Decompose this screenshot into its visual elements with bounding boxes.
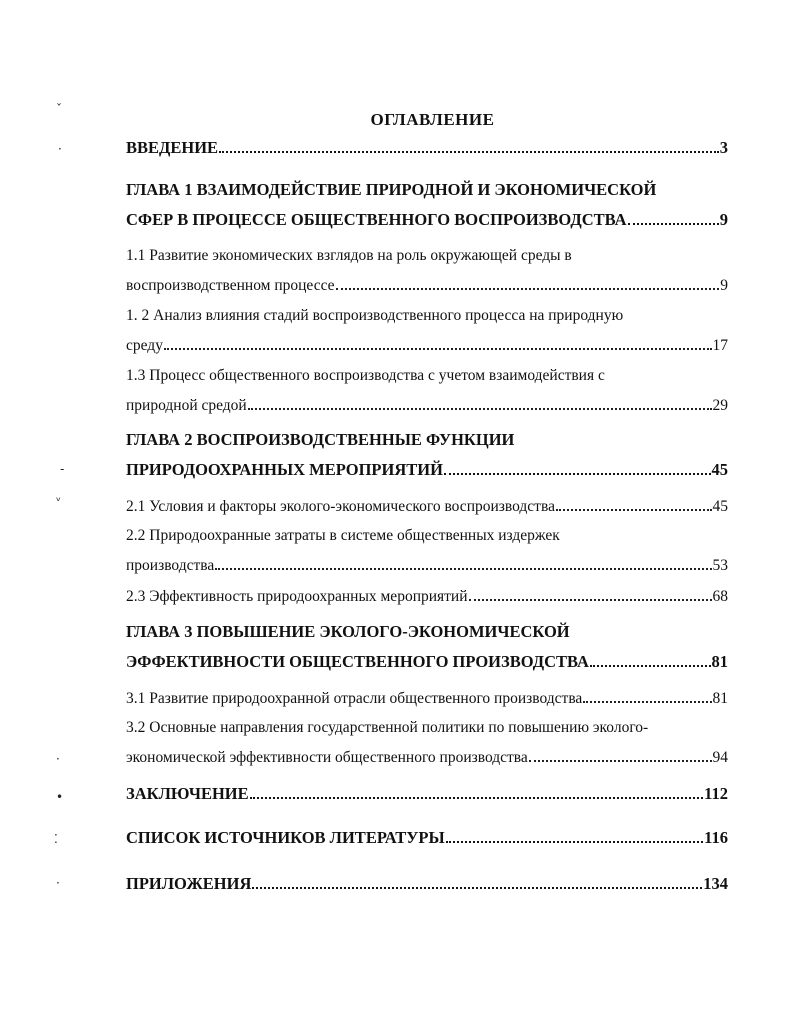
toc-page-number: 29 — [712, 397, 728, 414]
toc-entry-line — [126, 784, 728, 804]
toc-entry-text: 3.1 Развитие природоохранной отрасли общественного производства — [126, 690, 583, 707]
toc-entry-text: природной средой — [126, 397, 247, 414]
toc-entry-text: воспроизводственном процессе — [126, 277, 335, 294]
toc-entry — [126, 526, 728, 575]
toc-entry-line — [126, 747, 728, 767]
toc-entry-line — [126, 555, 728, 575]
toc-entry — [126, 138, 728, 158]
toc-entry-heading-line: 3.2 Основные направления государственной политики по повышению эколого- — [126, 719, 649, 736]
toc-entry-text: 2.3 Эффективность природоохранных мероприятий — [126, 588, 468, 605]
toc-page-number: 81 — [712, 690, 728, 707]
toc-entry-line — [126, 460, 728, 480]
toc-entry — [126, 688, 728, 708]
toc-entry-line — [126, 652, 728, 672]
dot-leader — [252, 874, 702, 889]
toc-entry-line — [126, 275, 728, 295]
toc-entry-text: среду — [126, 337, 163, 354]
toc-entry-heading-line: 1.3 Процесс общественного воспроизводства с учетом взаимодействия с — [126, 367, 605, 384]
toc-entry-heading-line: ГЛАВА 3 ПОВЫШЕНИЕ ЭКОЛОГО-ЭКОНОМИЧЕСКОЙ — [126, 622, 570, 641]
speck-mark: • — [56, 790, 64, 804]
toc-entry — [126, 718, 728, 767]
toc-page-number: 3 — [719, 138, 728, 157]
toc-page-number: 45 — [712, 498, 728, 515]
toc-entry-heading-line: 1. 2 Анализ влияния стадий воспроизводственного процесса на природную — [126, 307, 624, 324]
toc-page-number: 94 — [712, 749, 728, 766]
toc-entry — [126, 622, 728, 672]
toc-entry-heading-line: ГЛАВА 1 ВЗАИМОДЕЙСТВИЕ ПРИРОДНОЙ И ЭКОНОМИЧЕСКОЙ — [126, 180, 657, 199]
dot-leader — [336, 275, 720, 290]
toc-entry-heading-line: 1.1 Развитие экономических взглядов на роль окружающей среды в — [126, 247, 572, 264]
dot-leader — [590, 652, 711, 667]
dot-leader — [215, 555, 711, 570]
toc-page-number: 17 — [712, 337, 728, 354]
toc-page-number: 134 — [703, 874, 728, 893]
toc-entry-line — [126, 688, 728, 708]
speck-mark: ⁚ — [54, 832, 58, 846]
toc-entry-line — [126, 828, 728, 848]
toc-entry-line — [126, 496, 728, 516]
toc-entry-line — [126, 138, 728, 158]
speck-mark: · — [56, 876, 60, 890]
speck-mark: ᵛ — [56, 494, 62, 508]
toc-entry-text: СПИСОК ИСТОЧНИКОВ ЛИТЕРАТУРЫ — [126, 828, 445, 847]
toc-entry-text: ЭФФЕКТИВНОСТИ ОБЩЕСТВЕННОГО ПРОИЗВОДСТВА — [126, 652, 589, 671]
toc-page-number: 45 — [711, 460, 728, 479]
toc-entry-line — [126, 586, 728, 606]
dot-leader — [446, 828, 704, 843]
dot-leader — [248, 395, 712, 410]
toc-entry — [126, 366, 728, 415]
dot-leader — [164, 335, 712, 350]
toc-entry — [126, 306, 728, 355]
toc-entry-line — [126, 395, 728, 415]
toc-entry-line — [126, 874, 728, 894]
dot-leader — [529, 747, 712, 762]
toc-entry-line — [126, 335, 728, 355]
toc-entry — [126, 180, 728, 230]
toc-entry — [126, 430, 728, 480]
toc-entry-text: ПРИРОДООХРАННЫХ МЕРОПРИЯТИЙ — [126, 460, 443, 479]
toc-entry-line — [126, 210, 728, 230]
speck-mark: ˇ — [56, 102, 62, 116]
toc-entry — [126, 496, 728, 516]
toc-entry — [126, 246, 728, 295]
toc-entry — [126, 874, 728, 894]
toc-entry-text: ЗАКЛЮЧЕНИЕ — [126, 784, 249, 803]
dot-leader — [628, 210, 719, 225]
dot-leader — [556, 496, 712, 511]
page-title: ОГЛАВЛЕНИЕ — [370, 110, 495, 129]
speck-mark: · — [56, 752, 60, 766]
speck-mark: - — [60, 462, 65, 476]
toc-page-number: 81 — [711, 652, 728, 671]
toc-page-number: 9 — [720, 277, 728, 294]
toc-page-number: 116 — [704, 828, 728, 847]
toc-entry-text: производства — [126, 557, 215, 574]
speck-mark: · — [58, 142, 62, 156]
toc-entry-heading-line: ГЛАВА 2 ВОСПРОИЗВОДСТВЕННЫЕ ФУНКЦИИ — [126, 430, 515, 449]
dot-leader — [250, 784, 704, 799]
toc-page-number: 112 — [704, 784, 728, 803]
toc-page-number: 68 — [712, 588, 728, 605]
dot-leader — [444, 460, 711, 475]
toc-page-number: 53 — [712, 557, 728, 574]
dot-leader — [469, 586, 712, 601]
toc-page-number: 9 — [719, 210, 728, 229]
dot-leader — [219, 138, 719, 153]
toc-entry-text: 2.1 Условия и факторы эколого-экономического воспроизводства — [126, 498, 555, 515]
toc-entry-text: СФЕР В ПРОЦЕССЕ ОБЩЕСТВЕННОГО ВОСПРОИЗВОДСТВА — [126, 210, 627, 229]
toc-entry — [126, 784, 728, 804]
toc-entry — [126, 828, 728, 848]
toc-entry — [126, 586, 728, 606]
toc-entry-text: ВВЕДЕНИЕ — [126, 138, 219, 157]
toc-entry-text: ПРИЛОЖЕНИЯ — [126, 874, 252, 893]
dot-leader — [583, 688, 711, 703]
toc-entry-heading-line: 2.2 Природоохранные затраты в системе общественных издержек — [126, 527, 560, 544]
toc-entry-text: экономической эффективности общественного производства — [126, 749, 528, 766]
